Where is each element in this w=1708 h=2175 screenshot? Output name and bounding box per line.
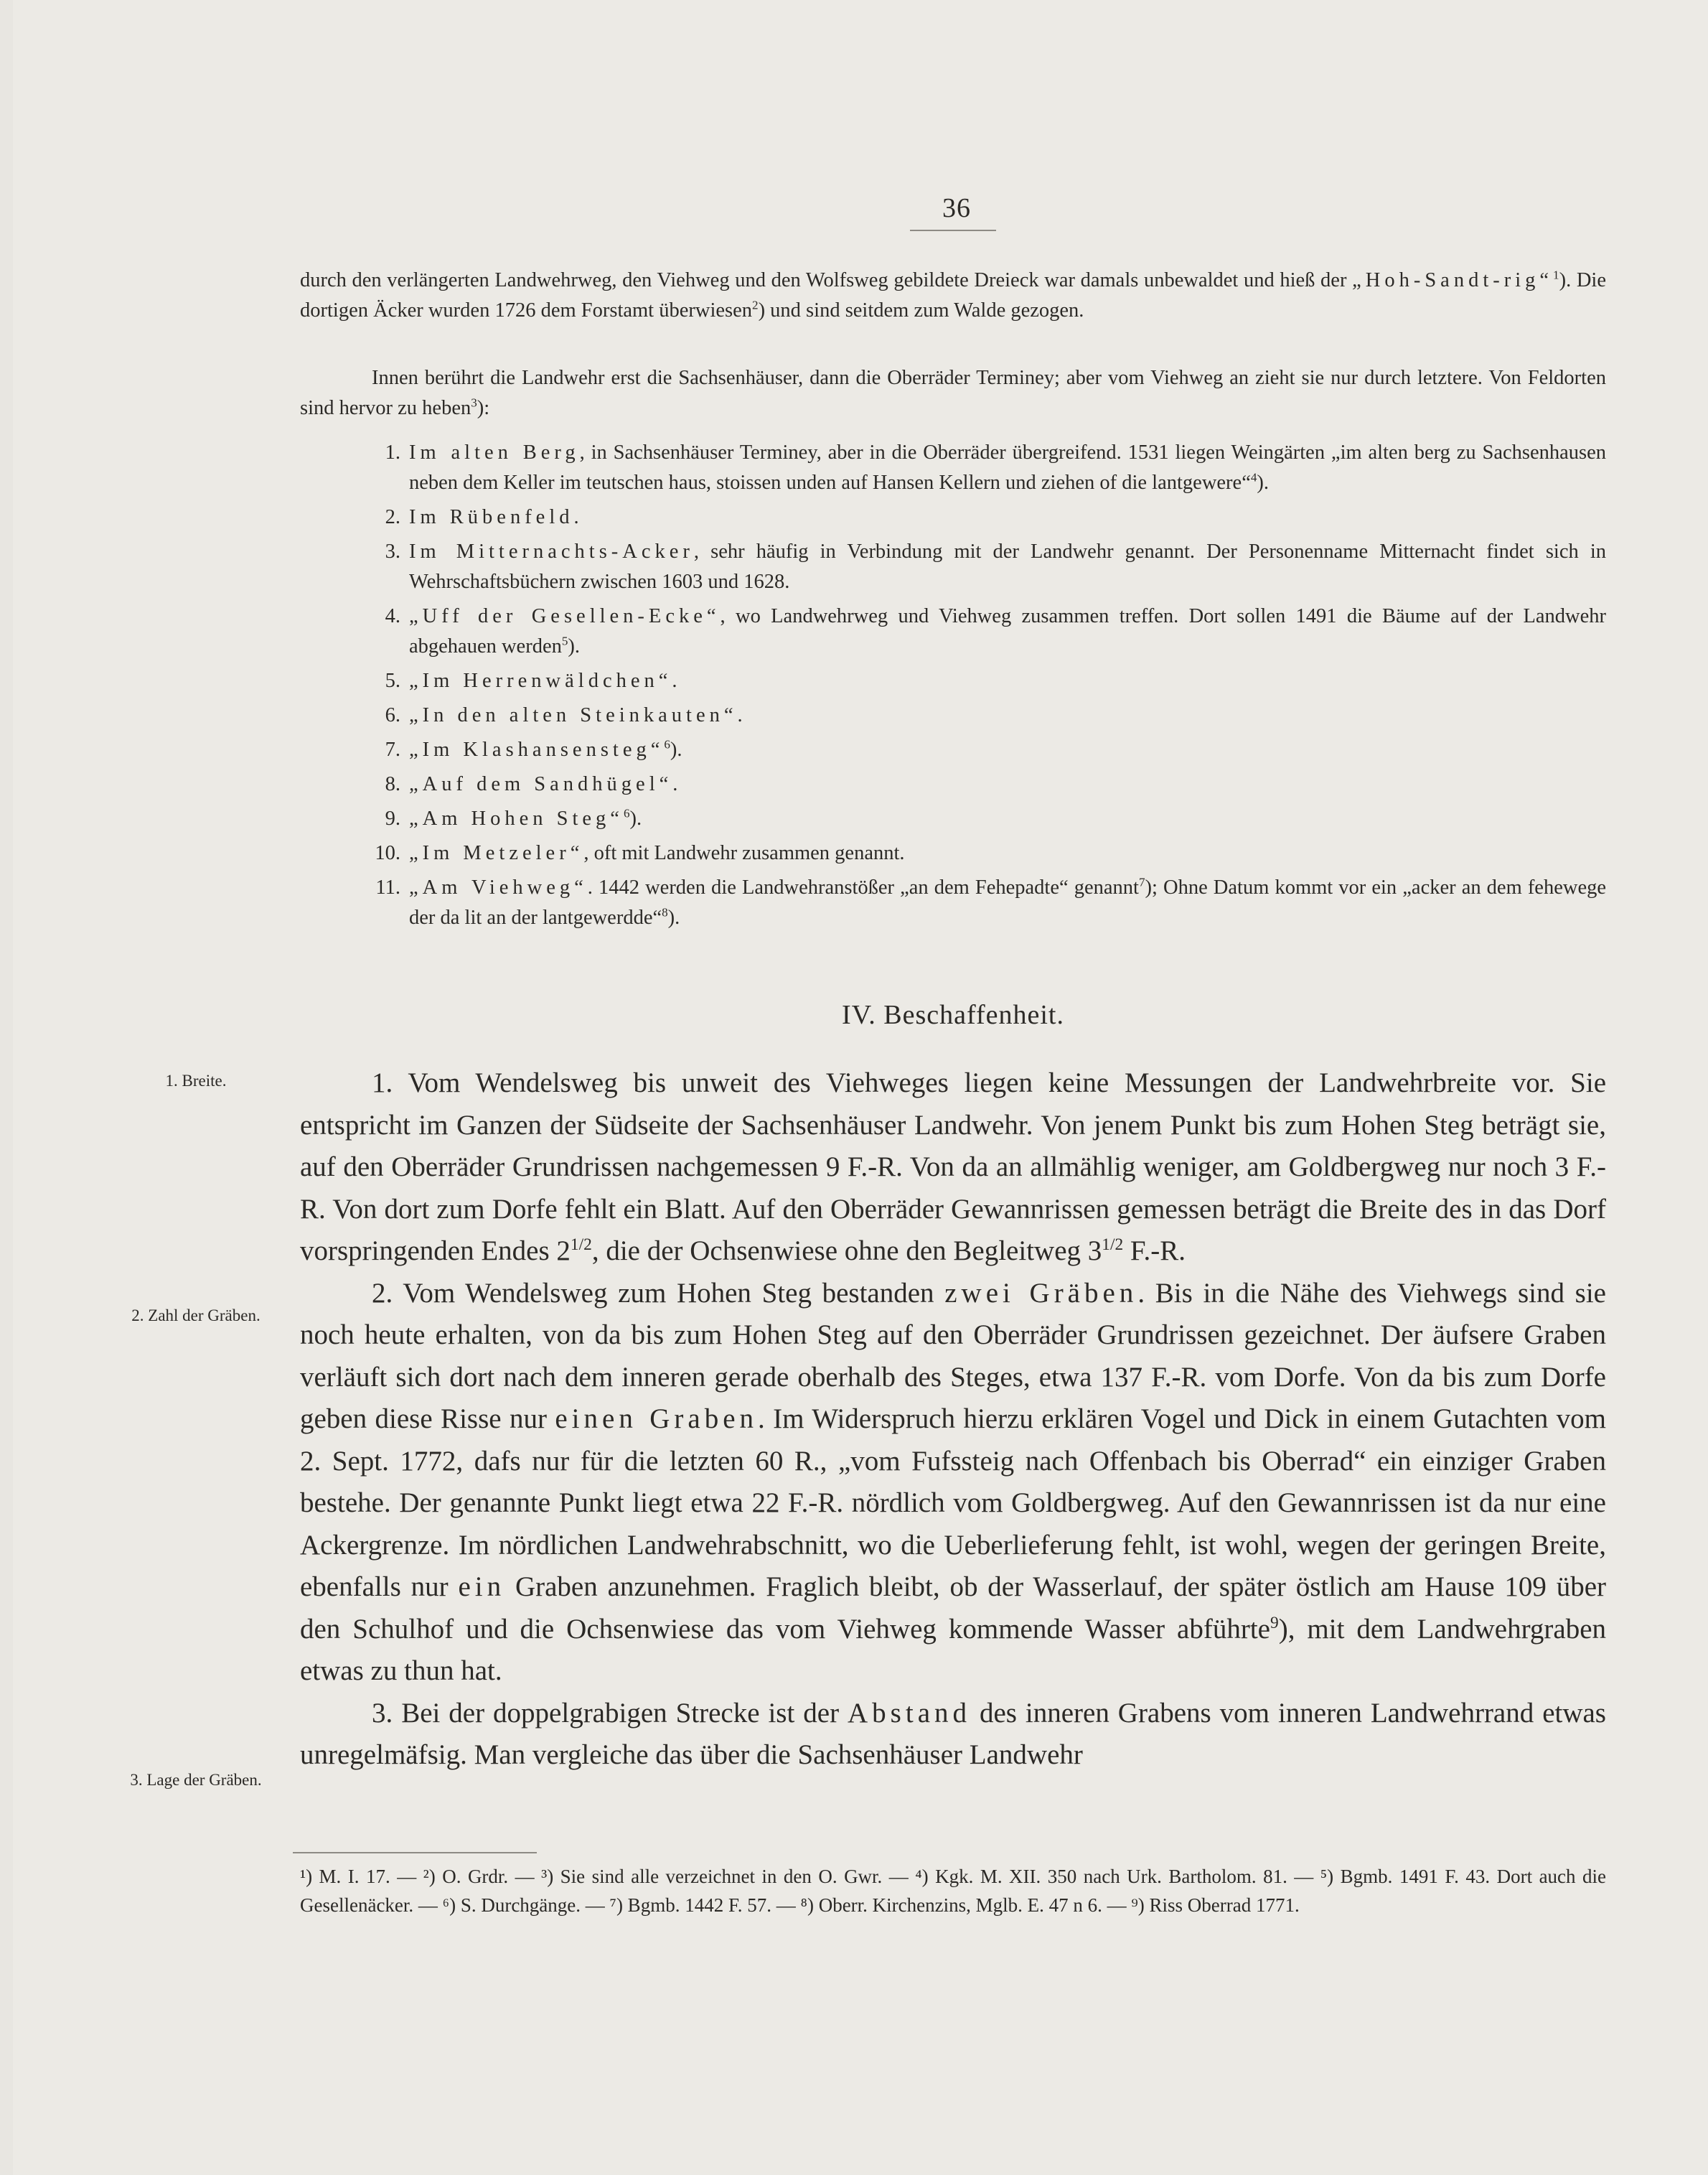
footnotes: ¹) M. I. 17. — ²) O. Grdr. — ³) Sie sind alle verzeichnet in den O. Gwr. — ⁴) Kgk. M. XII. 350 nach Urk. Bartholom. 81. — ⁵) Bgmb. 1491 F. 43. Dort auch die Gesellenäcker. — ⁶) S. Durchgänge. — ⁷) Bgmb. 1442 F. 57. — ⁸) Oberr. Kirchenzins, Mglb. E. 47 n 6. — ⁹) Riss Oberrad 1771. [300, 1866, 1606, 1916]
paragraph-feldorte [300, 363, 1606, 424]
section-1-paragraph: 1. Vom Wendelsweg bis unweit des Viehweges liegen keine Messungen der Landwehrbreite vor. Sie entspricht im Ganzen der Südseite der Sachsenhäuser Landwehr. Von jenem Punkt bis zum Hohen Steg beträgt sie, auf den Oberräder Grundrissen nachgemessen 9 F.-R. Von da an allmählig weniger, am Goldbergweg nur noch 3 F.-R. Von dort zum Dorfe fehlt ein Blatt. Auf den Oberräder Gewannrissen gemessen beträgt die Breite des in das Dorf vorspringenden Endes $2^{1/2}$, die der Ochsenwiese ohne den Begleitweg $3^{1/2}$ F.-R. [300, 1067, 1606, 1266]
section-2-paragraph: 2. Vom Wendelsweg zum Hohen Steg bestanden zwei Gräben. Bis in die Nähe des Viehwegs sind sie noch heute erhalten, von da bis zum Hohen Steg auf den Oberräder Grundrissen gezeichnet. Der äufsere Graben verläuft sich dort nach dem inneren gerade oberhalb des Steges, etwa 137 F.-R. vom Dorfe. Von da bis zum Dorfe geben diese Risse nur einen Graben. Im Widerspruch hierzu erklären Vogel und Dick in einem Gutachten vom 2. Sept. 1772, dafs nur für die letzten 60 R., „vom Fufssteig nach Offenbach bis Oberrad“ ein einziger Graben bestehe. Der genannte Punkt liegt etwa 22 F.-R. nördlich vom Goldbergweg. Auf den Gewannrissen ist da nur eine Ackergrenze. Im nördlichen Landwehrabschnitt, wo die Ueberlieferung fehlt, ist wohl, wegen der geringen Breite, ebenfalls nur ein Graben anzunehmen. Fraglich bleibt, ob der Wasserlauf, der später östlich am Hause 109 über den Schulhof und die Ochsenwiese das vom Viehweg kommende Wasser abführte$^9$), mit dem Landwehrgraben etwas zu thun hat. [300, 1277, 1607, 1686]
intro-text-a: durch den verlängerten Landwehrweg, den Viehweg und den Wolfsweg gebildete Dreieck war damals unbewaldet und hieß der [300, 269, 1347, 291]
intro-term: „Hoh-Sandt-rig“ [1352, 269, 1554, 291]
list-item: 3. Im Mitternachts-Acker, sehr häufig in Verbindung mit der Landwehr genannt. Der Personenname Mitternacht findet sich in Wehrschaftsbüchern zwischen 1603 und 1628. [385, 541, 1606, 593]
list-item: 9. „Am Hohen Steg“$^6$). [385, 806, 642, 830]
section-heading: IV. Beschaffenheit. [842, 1000, 1064, 1030]
list-item: 1. Im alten Berg, in Sachsenhäuser Terminey, aber in die Oberräder übergreifend. 1531 liegen Weingärten „im alten berg zu Sachsenhausen neben dem Keller im teutschen haus, stoissen unden auf Hansen Kellern und ziehen of die lantgewere“$^4$). [385, 441, 1607, 494]
footnote-ref: 2 [752, 298, 759, 312]
intro-text-b: . Die dortigen Äcker wurden 1726 dem Forstamt überwiesen [300, 269, 1607, 322]
list-item: 7. „Im Klashansensteg“$^6$). [385, 737, 682, 761]
scanned-page [13, 0, 1708, 2175]
intro-paragraph: durch den verlängerten Landwehrweg, den Viehweg und den Wolfsweg gebildete Dreieck war damals unbewaldet und hieß der „Hoh-Sandt-rig“$^1$). Die dortigen Äcker wurden 1726 dem Forstamt überwiesen$^2$) und sind seitdem zum Walde gezogen. [300, 268, 1607, 322]
list-item: 11. „Am Viehweg“. 1442 werden die Landwehranstößer „an dem Fehepadte“ genannt$^7$); Ohne Datum kommt vor ein „acker an dem fehewege der da lit an der lantgewerdde“$^8$). [375, 875, 1606, 929]
page-number-rule [910, 230, 996, 231]
field-name-list [357, 438, 1606, 937]
list-item: 10. „Im Metzeler“, oft mit Landwehr zusammen genannt. [375, 842, 905, 864]
intro-text-c: ) und sind seitdem zum Walde gezogen. [758, 299, 1084, 322]
footnote-ref: 1 [1553, 268, 1559, 282]
list-item: 8. „Auf dem Sandhügel“. [385, 773, 678, 795]
list-item: 2. Im Rübenfeld. [385, 506, 579, 528]
list-item: 6. „In den alten Steinkauten“. [385, 704, 743, 726]
para2-tail: ): [477, 397, 490, 419]
margin-note-breite: 1. Breite. [165, 1072, 227, 1090]
section-3-paragraph: 3. Bei der doppelgrabigen Strecke ist der Abstand des inneren Grabens vom inneren Landwehrrand etwas unregelmäfsig. Man vergleiche das über die Sachsenhäuser Landwehr [300, 1697, 1606, 1770]
margin-note-zahl: 2. Zahl der Gräben. [131, 1306, 261, 1324]
list-item: 5. „Im Herrenwäldchen“. [385, 670, 677, 692]
footnote-rule [293, 1852, 537, 1853]
section-body [300, 1062, 1606, 1777]
para2-text: Innen berührt die Landwehr erst die Sachsenhäuser, dann die Oberräder Terminey; aber vom Viehweg an zieht sie nur durch letztere. Von Feldorten sind hervor zu heben [300, 367, 1606, 419]
list-item: 4. „Uff der Gesellen-Ecke“, wo Landwehrweg und Viehweg zusammen treffen. Dort sollen 1491 die Bäume auf der Landwehr abgehauen werden$^5$). [385, 605, 1606, 658]
page-number: 36 [942, 193, 971, 223]
margin-note-lage: 3. Lage der Gräben. [130, 1771, 262, 1789]
footnote-ref: 3 [471, 396, 477, 410]
